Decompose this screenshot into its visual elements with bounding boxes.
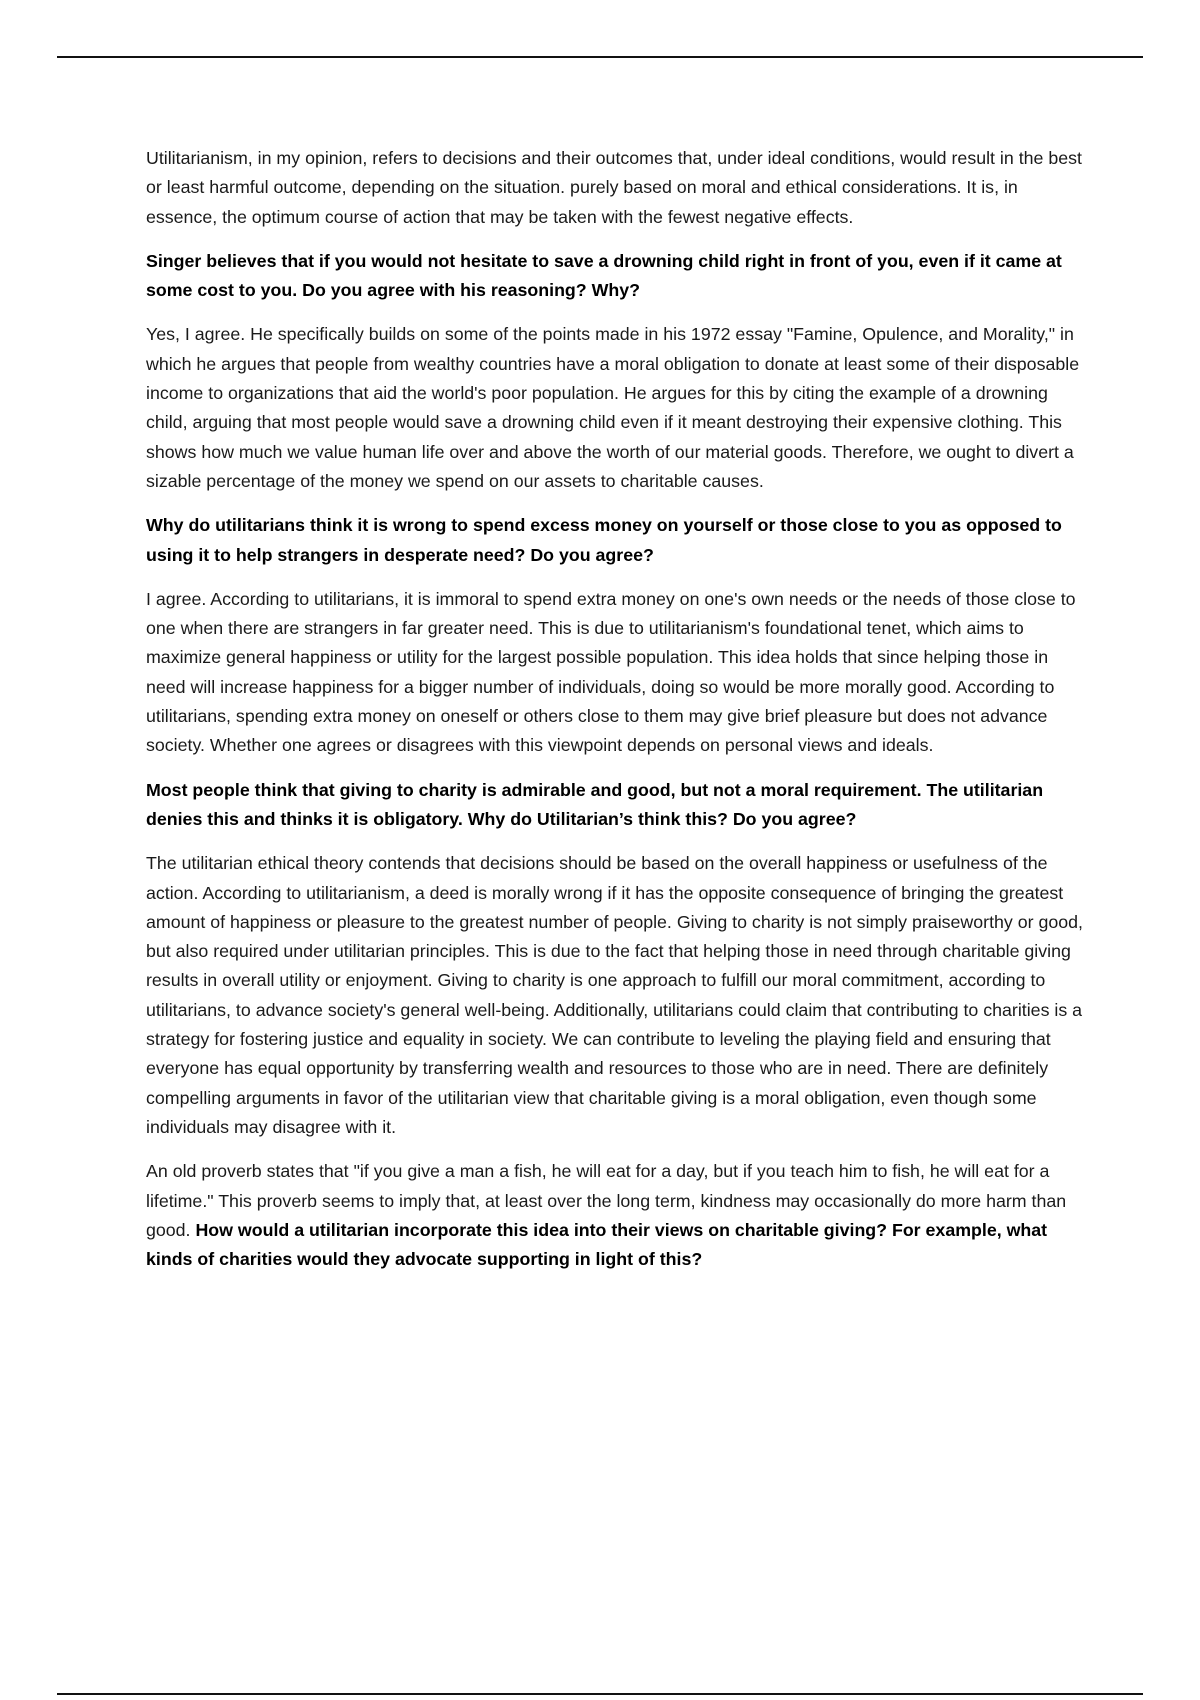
question-charity-obligation: Most people think that giving to charity is admirable and good, but not a moral requirement. The utilitarian denies this and thinks it is obligatory. Why do Utilitarian’s think this? Do you agree?: [146, 779, 1044, 829]
top-rule: [57, 56, 1143, 58]
answer-charity-obligation: The utilitarian ethical theory contends that decisions should be based on the overall happiness or usefulness of the action. According to utilitarianism, a deed is morally wrong if it has the opposite consequence of bringing the greatest amount of happiness or pleasure to the greatest number of people. Giving to charity is not simply praiseworthy or good, but also required under utilitarian principles. This is due to the fact that helping those in need through charitable giving results in overall utility or enjoyment. Giving to charity is one approach to fulfill our moral commitment, according to utilitarians, to advance society's general well-being. Additionally, utilitarians could claim that contributing to charities is a strategy for fostering justice and equality in society. We can contribute to leveling the playing field and ensuring that everyone has equal opportunity by transferring wealth and resources to those who are in need. There are definitely compelling arguments in favor of the utilitarian view that charitable giving is a moral obligation, even though some individuals may disagree with it.: [146, 853, 1083, 1137]
proverb-text: An old proverb states that "if you give a man a fish, he will eat for a day, but if you teach him to fish, he will eat for a lifetime." This proverb seems to imply that, at least over the long term, kindness may occasionally do more harm than good.: [146, 1161, 1067, 1240]
question-singer-drowning-child: Singer believes that if you would not hesitate to save a drowning child right in front of you, even if it came at some cost to you. Do you agree with his reasoning? Why?: [146, 250, 1062, 301]
answer-excess-money: I agree. According to utilitarians, it is immoral to spend extra money on one's own needs or the needs of those close to one when there are strangers in far greater need. This is due to utilitarianism's foundational tenet, which aims to maximize general happiness or utility for the largest possible population. This idea holds that since helping those in need will increase happiness for a bigger number of individuals, doing so would be more morally good. According to utilitarians, spending extra money on oneself or others close to them may give brief pleasure but does not advance society. Whether one agrees or disagrees with this viewpoint depends on personal views and ideals.: [146, 588, 1076, 756]
answer-singer-drowning-child: Yes, I agree. He specifically builds on some of the points made in his 1972 essay "Famine, Opulence, and Morality," in which he argues that people from wealthy countries have a moral obligation to donate at least some of their disposable income to organizations that aid the world's poor population. He argues for this by citing the example of a drowning child, arguing that most people would save a drowning child even if it meant destroying their expensive clothing. This shows how much we value human life over and above the worth of our material goods. Therefore, we ought to divert a sizable percentage of the money we spend on our assets to charitable causes.: [146, 324, 1080, 491]
proverb-question: How would a utilitarian incorporate this idea into their views on charitable giving? For example, what kinds of charities would they advocate supporting in light of this?: [146, 1219, 1048, 1270]
question-excess-money: Why do utilitarians think it is wrong to spend excess money on yourself or those close to you as opposed to using it to help strangers in desperate need? Do you agree?: [146, 515, 1062, 565]
bottom-rule: [57, 1693, 1143, 1695]
document-body: [146, 144, 1092, 1289]
paragraph-proverb-question: [146, 1157, 1092, 1274]
paragraph-utilitarianism-definition: Utilitarianism, in my opinion, refers to decisions and their outcomes that, under ideal conditions, would result in the best or least harmful outcome, depending on the situation. purely based on moral and ethical considerations. It is, in essence, the optimum course of action that may be taken with the fewest negative effects.: [146, 148, 1082, 227]
